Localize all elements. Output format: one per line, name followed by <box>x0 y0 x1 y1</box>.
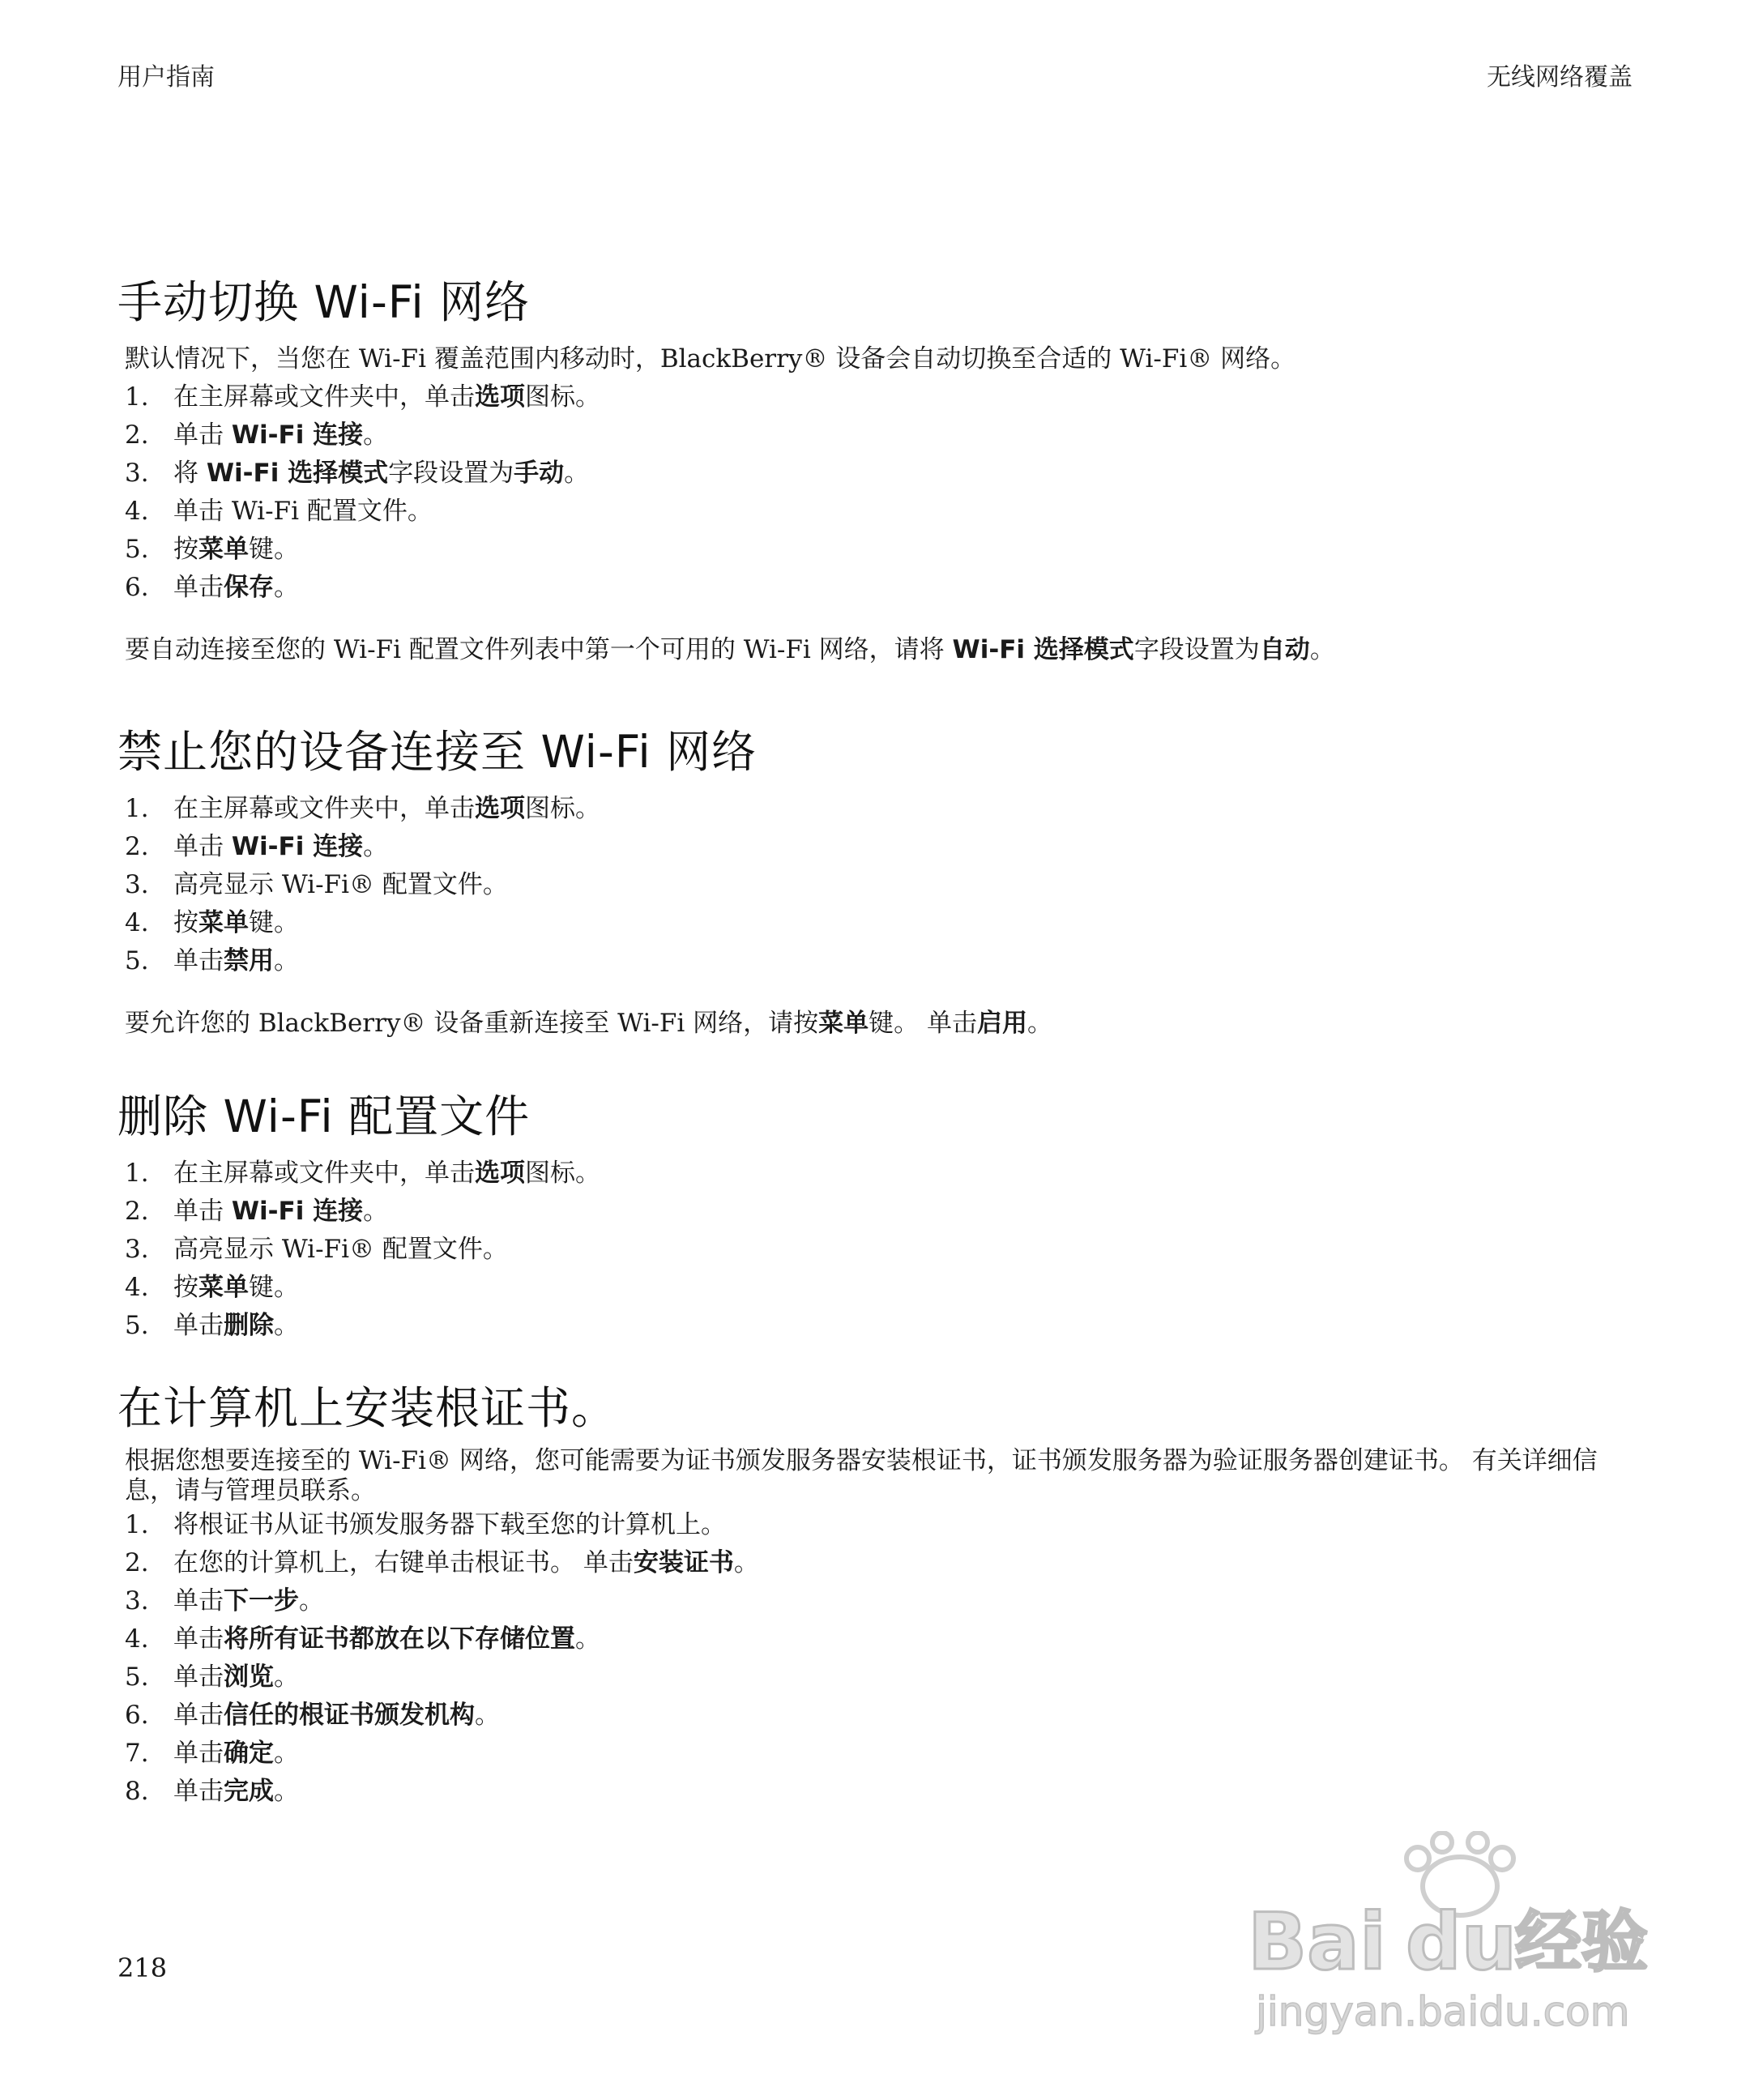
step-list <box>117 1155 600 1345</box>
section-title: 删除 Wi-Fi 配置文件 <box>117 1091 531 1142</box>
watermark-url: jingyan.baidu.com <box>1256 1988 1630 2035</box>
running-header-right: 无线网络覆盖 <box>1487 63 1633 92</box>
list-item: 4. 按菜单键。 <box>125 1273 299 1302</box>
section-title: 手动切换 Wi-Fi 网络 <box>117 276 531 328</box>
list-item: 3. 将 Wi-Fi 选择模式字段设置为手动。 <box>125 458 590 488</box>
list-item: 5. 单击禁用。 <box>125 946 299 975</box>
section-intro: 根据您想要连接至的 Wi-Fi® 网络，您可能需要为证书颁发服务器安装根证书，证书颁发服务器为验证服务器创建证书。 有关详细信息，请与管理员联系。 <box>125 1446 1598 1506</box>
list-item: 6. 单击信任的根证书颁发机构。 <box>125 1701 500 1731</box>
section-install-root-cert <box>117 1381 1633 1811</box>
paw-toe-icon <box>1432 1833 1452 1852</box>
list-item: 3. 高亮显示 Wi-Fi® 配置文件。 <box>125 870 508 899</box>
list-item: 8. 单击完成。 <box>125 1777 299 1807</box>
step-list <box>117 378 1335 607</box>
paw-toe-icon <box>1491 1847 1513 1870</box>
watermark-brand-left: Bai <box>1248 1897 1386 1987</box>
section-delete-profile <box>117 1090 600 1345</box>
list-item: 6. 单击保存。 <box>125 572 299 602</box>
paw-toe-icon <box>1406 1847 1429 1870</box>
list-item: 2. 单击 Wi-Fi 连接。 <box>125 832 389 861</box>
section-note: 要允许您的 BlackBerry® 设备重新连接至 Wi-Fi 网络，请按菜单键。 单击启用。 <box>125 1009 1053 1038</box>
list-item: 1. 在主屏幕或文件夹中，单击选项图标。 <box>125 794 600 823</box>
list-item: 2. 单击 Wi-Fi 连接。 <box>125 420 389 450</box>
step-list <box>117 790 1052 980</box>
list-item: 4. 按菜单键。 <box>125 908 299 937</box>
list-item: 5. 按菜单键。 <box>125 534 299 564</box>
page-number: 218 <box>117 1953 168 1983</box>
list-item: 7. 单击确定。 <box>125 1739 299 1769</box>
section-disable-connection <box>117 725 1052 1043</box>
section-title: 在计算机上安装根证书。 <box>117 1382 617 1434</box>
section-manual-switch <box>117 275 1335 668</box>
list-item: 2. 在您的计算机上，右键单击根证书。 单击安装证书。 <box>125 1548 759 1578</box>
list-item: 5. 单击浏览。 <box>125 1662 299 1692</box>
list-item: 5. 单击删除。 <box>125 1311 299 1340</box>
section-note: 要自动连接至您的 Wi-Fi 配置文件列表中第一个可用的 Wi-Fi 网络，请将 Wi-Fi 选择模式字段设置为自动。 <box>125 634 1335 664</box>
watermark-suffix: 经验 <box>1515 1904 1649 1981</box>
list-item: 3. 高亮显示 Wi-Fi® 配置文件。 <box>125 1235 508 1264</box>
list-item: 1. 在主屏幕或文件夹中，单击选项图标。 <box>125 382 600 412</box>
list-item: 1. 在主屏幕或文件夹中，单击选项图标。 <box>125 1159 600 1188</box>
running-header-left: 用户指南 <box>117 63 215 92</box>
list-item: 1. 将根证书从证书颁发服务器下载至您的计算机上。 <box>125 1510 726 1540</box>
list-item: 3. 单击下一步。 <box>125 1586 324 1616</box>
paw-toe-icon <box>1468 1833 1488 1852</box>
list-item: 2. 单击 Wi-Fi 连接。 <box>125 1197 389 1226</box>
section-title: 禁止您的设备连接至 Wi-Fi 网络 <box>117 726 758 778</box>
list-item: 4. 单击 Wi-Fi 配置文件。 <box>125 496 433 526</box>
watermark-brand-right: du <box>1406 1897 1517 1987</box>
baidu-watermark-logo <box>1248 1831 1669 2042</box>
list-item: 4. 单击将所有证书都放在以下存储位置。 <box>125 1624 600 1654</box>
section-intro: 默认情况下，当您在 Wi-Fi 覆盖范围内移动时，BlackBerry® 设备会自动切换至合适的 Wi-Fi® 网络。 <box>125 344 1296 373</box>
step-list <box>117 1506 1633 1811</box>
